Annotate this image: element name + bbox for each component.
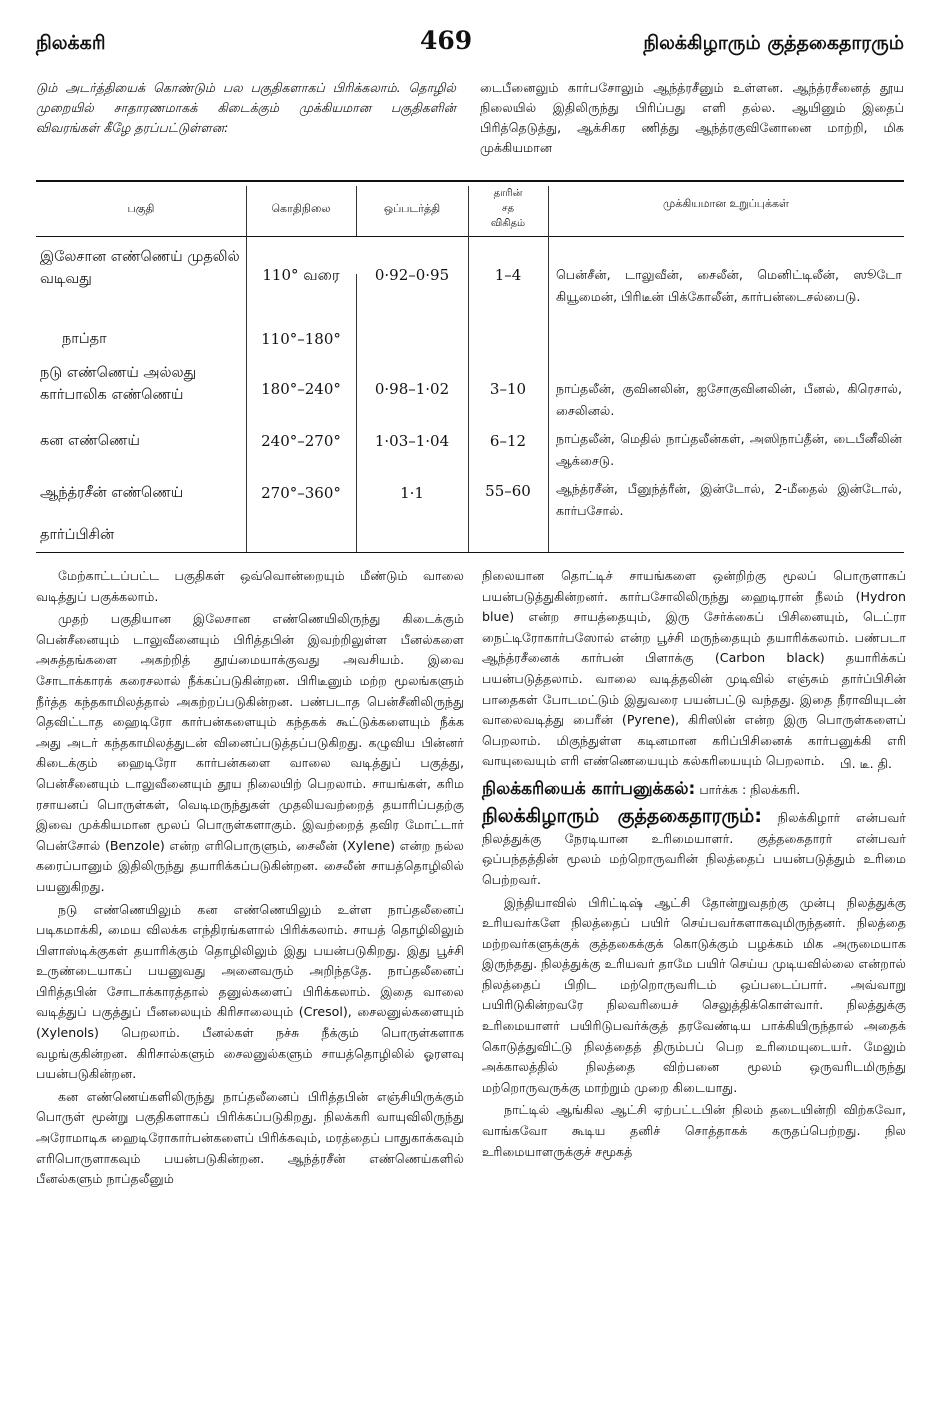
table-cell-components: பென்சீன், டாலுவீன், சைலீன், மெனிட்டிலீன், ஸூடோ கியூமைன், பிரிடீன் பிக்கோலீன், கார்பன்டைசல்பைடு. (556, 267, 902, 304)
table-header-percent: தாரின் சத விகிதம் (490, 188, 526, 229)
table-cell-part: கன எண்ணெய் (40, 433, 140, 449)
table-cell-part: இலேசான எண்ணெய் முதலில் வடிவது (40, 249, 240, 287)
table-cell-components: நாப்தலீன், மெதில் நாப்தலீன்கள், அஸிநாப்தீன், டைபீனீலின் ஆக்சைடு. (556, 431, 902, 468)
header-left-title: நிலக்கரி (36, 32, 106, 54)
table-cell-boiling: 110°–180° (261, 330, 341, 348)
table-cell-part: தார்ப்பிசின் (40, 527, 115, 543)
table-cell-boiling: 110° வரை (262, 266, 340, 284)
table-cell-part: ஆந்த்ரசீன் எண்ணெய் (40, 485, 184, 501)
table-header-part: பகுதி (127, 202, 155, 215)
page-number: 469 (420, 26, 473, 55)
table-cell-part: நாப்தா (62, 331, 107, 347)
table-header-density: ஒப்படர்த்தி (383, 202, 441, 215)
table-cell-components: நாப்தலீன், குவினலின், ஐசோகுவினலின், பீனல், கிரெசால், சைலினல். (556, 381, 902, 418)
entry-heading: நிலக்கிழாரும் குத்தகைதாரரும்: (482, 805, 762, 828)
intro-left-text: டும் அடர்த்தியைக் கொண்டும் பல பகுதிகளாகப் பிரிக்கலாம். தொழில் முறையில் சாதாரணமாகக் கிடைக்கும் முக்கியமான பகுதிகளின் விவரங்கள் கீழே தரப்பட்டுள்ளன: (36, 80, 456, 135)
table-bottom-rule (36, 552, 904, 553)
body-paragraph: நடு எண்ணெயிலும் கன எண்ணெயிலும் உள்ள நாப்தலீனைப் படிகமாக்கி, மைய விலக்க எந்திரங்களால் பிரிக்கலாம். சாயத் தொழிலிலும் பிளாஸ்டிக்குகள் தயாரிக்கும் தொழிலிலும் இது பயன்படுகிறது. இது பூச்சி உருண்டையாகப் பயனுவது அனைவரும் அறிந்ததே. நாப்தலீனைப் பிரித்தபின் சோடாக்காரத்தால் தனுல்களைப் பிரிக்கலாம். இதை வாலை வடித்துப் பகுத்துப் பீனலையும் கிரிசாலையும் (Cresol), சைலனுல்களையும் (Xylenols) பெறலாம். பீனல்கள் நச்சு நீக்கும் பொருள்களாக வழங்குகின்றன. கிரிசால்களும் சைலனுல்களும் சாயத்தொழிலில் ஓரளவு பயன்படுகின்றன. (36, 901, 464, 1082)
table-header-boiling: கொதிநிலை (271, 202, 331, 215)
table-cell-components: ஆந்த்ரசீன், பீனுந்த்ரீன், இன்டோல், 2-மீதைல் இன்டோல், கார்பசோல். (556, 481, 902, 518)
body-paragraph: முதற் பகுதியான இலேசான எண்ணெயிலிருந்து கிடைக்கும் பென்சீனையும் டாலுவீனையும் பிரித்தபின் இவற்றிலுள்ள பீனல்களை அசுத்தங்களை அகற்றித் தூய்மையாக்குவது அவசியம். இவை சோடாக்காரக் கரைசலால் நீக்கப்படுகின்றன. பிரிடீனும் மற்ற மூலங்களும் நீர்த்த கந்தகாமிலத்தால் அகற்றப்படுகின்றன. பண்படாத பென்சீனிலிருந்து தெவிட்டாத ஹைடிரோ கார்பன்களையும் கந்தகக் கூட்டுக்களையும் நீக்க அது அடர் கந்தகாமிலத்துடன் வினைப்படுத்தப்படுகிறது. கழுவிய பின்னர் கிடைக்கும் ஹைடிரோ கார்பன்களை வாலை வடித்துப் பகுத்து, பென்சீனையும் டாலுவீனையும் தூய நிலையிற் பெறலாம். சாயங்கள், கரிம ரசாயனப் பொருள்கள், வெடிமருந்துகள் முதலியவற்றைத் தயாரிப்பதற்கு இவை முக்கியமான மூலப் பொருள்களாகும். இவற்றைத் தவிர மோட்டார் பென்சோல் (Benzole) என்ற எரிபொருளும், சைலீன் (Xylene) என்ற நல்ல கரைப்பானும் இதிலிருந்து தயாரிக்கப்படுகின்றன. சைலீன் சாயத்தொழிலில் பயனுகிறது. (36, 611, 464, 894)
table-cell-percent: 55–60 (485, 482, 531, 500)
cross-reference: பார்க்க : நிலக்கரி. (699, 781, 801, 797)
body-paragraph: நிலையான தொட்டிச் சாயங்களை ஒன்றிற்கு மூலப் பொருளாகப் பயன்படுத்துகின்றனர். கார்பசோலிலிருந்து ஹைடிரான் நீலம் (Hydron blue) என்ற சாயத்தையும், இரு சேர்க்கைப் பிசினையும், டெட்ரா நைட்டிரோகார்பஸோல் என்ற பூச்சி மருந்தையும் தயாரிக்கலாம். பண்படா ஆந்த்ரசீனைக் கார்பன் பிளாக்கு (Carbon black) தயாரிக்கப் பயன்படுத்தலாம். வாலை வடித்தலின் முடிவில் எஞ்சும் தார்ப்பிசின் பாதைகள் போடமட்டும் இதுவரை பயன்பட்டு வந்தது. இதை நீராவியுடன் வாலைவடித்து பைரீன் (Pyrene), கிரிஸின் என்ற இரு பொருள்களைப் பெறலாம். மிகுந்துள்ள கடினமான கரிப்பிசினைக் கார்பனுக்கி எரி வாயுவையும் எரி எண்ணெயையும் கல்கரியையும் பெறலாம். (482, 568, 906, 769)
entry-heading: நிலக்கரியைக் கார்பனுக்கல்: (482, 778, 696, 799)
table-divider (548, 186, 549, 552)
cross-reference-entry (482, 779, 906, 801)
entry-definition: நிலக்கிழார் என்பவர் நிலத்துக்கு நேரடியான உரிமையாளர். குத்தகைதாரர் என்பவர் ஒப்பந்தத்தின் மூலம் மற்றொருவரின் நிலத்தைப் பயன்படுத்தும் உரிமை பெற்றவர். (482, 810, 906, 887)
body-paragraph: மேற்காட்டப்பட்ட பகுதிகள் ஒவ்வொன்றையும் மீண்டும் வாலை வடித்துப் பகுக்கலாம். (36, 568, 464, 604)
intro-right-text: டைபீனைலும் கார்பசோலும் ஆந்த்ரசீனும் உள்ளன. ஆந்த்ரசீனைத் தூய நிலையில் இதிலிருந்து பிரிப்பது எளி தல்ல. ஆயினும் இதைப் பிரித்தெடுத்து, ஆக்சிகர ணித்து ஆந்த்ரகுவினோனை மாற்றி, மிக முக்கியமான (480, 80, 904, 155)
table-divider (468, 186, 469, 552)
table-cell-boiling: 240°–270° (261, 432, 341, 450)
table-cell-density: 0·98–1·02 (374, 380, 450, 398)
table-cell-density: 1·1 (400, 484, 424, 502)
body-paragraph: கன எண்ணெய்களிலிருந்து நாப்தலீனைப் பிரித்தபின் எஞ்சியிருக்கும் பொருள் மூன்று பகுதிகளாகப் பிரிக்கப்படுகிறது. நிலக்கரி வாயுவிலிருந்து அரோமாடிக ஹைடிரோகார்பன்களைப் பிரிக்கவும், மரத்தைப் பாதுகாக்கவும் எரிபொருளாகவும் பயன்படுகின்றன. ஆந்த்ரசீன் எண்ணெய்களில் பீனல்களும் நாப்தலீனும் (36, 1088, 464, 1187)
left-body-column (36, 566, 464, 1192)
table-divider (356, 274, 357, 552)
table-cell-boiling: 180°–240° (261, 380, 341, 398)
right-body-column (482, 566, 906, 1164)
table-cell-density: 0·92–0·95 (374, 266, 450, 284)
table-cell-boiling: 270°–360° (261, 484, 341, 502)
entry-intro (482, 806, 906, 890)
table-cell-percent: 3–10 (489, 380, 527, 398)
table-cell-density: 1·03–1·04 (374, 432, 450, 450)
body-paragraph: நாட்டில் ஆங்கில ஆட்சி ஏற்பட்டபின் நிலம் தடையின்றி விற்கவோ, வாங்கவோ கூடிய தனிச் சொத்தாகக் கருதப்பெற்றது. நில உரிமையாளருக்குச் சமூகத் (482, 1102, 906, 1159)
header-right-title: நிலக்கிழாரும் குத்தகைதாரரும் (643, 32, 904, 54)
table-cell-part: நடு எண்ணெய் அல்லது கார்பாலிக எண்ணெய் (40, 365, 197, 403)
author-initials: பி. டீ. தி. (840, 755, 892, 771)
page-header (0, 0, 940, 70)
body-paragraph: இந்தியாவில் பிரிட்டிஷ் ஆட்சி தோன்றுவதற்கு முன்பு நிலத்துக்கு உரியவர்களே நிலத்தைப் பயிர் செய்பவர்களாகவுமிருந்தனர். நிலத்தை மற்றவர்களுக்குக் குத்தகைக்குக் கொடுக்கும் பழக்கம் மிக அருமையாக இருந்தது. நிலத்துக்கு உரியவர் தாமே பயிர் செய்ய முடியவில்லை என்றால் நிலத்தைப் பிறிட மற்றொருவரிடம் ஒப்படைப்பார். அவ்வாறு பயிரிடுகின்றவரே நிலவரியைச் செலுத்திக்கொள்வார். நிலத்துக்கு உரிமையாளர் பயிரிடுபவர்க்குத் தரவேண்டிய பாக்கியிருந்தால் அதைக் கொடுத்துவிட்டு நிலத்தைத் திரும்பப் பெற உரிமையுடையர். மேலும் அக்காலத்தில் நிலத்தை விற்பனை மூலம் ஒருவரிடமிருந்து மற்றொருவருக்கு மாற்றும் முறை கிடையாது. (482, 894, 906, 1095)
table-header-components: முக்கியமான உறுப்புக்கள் (662, 197, 789, 210)
table-cell-percent: 1–4 (494, 266, 522, 284)
table-cell-percent: 6–12 (489, 432, 527, 450)
